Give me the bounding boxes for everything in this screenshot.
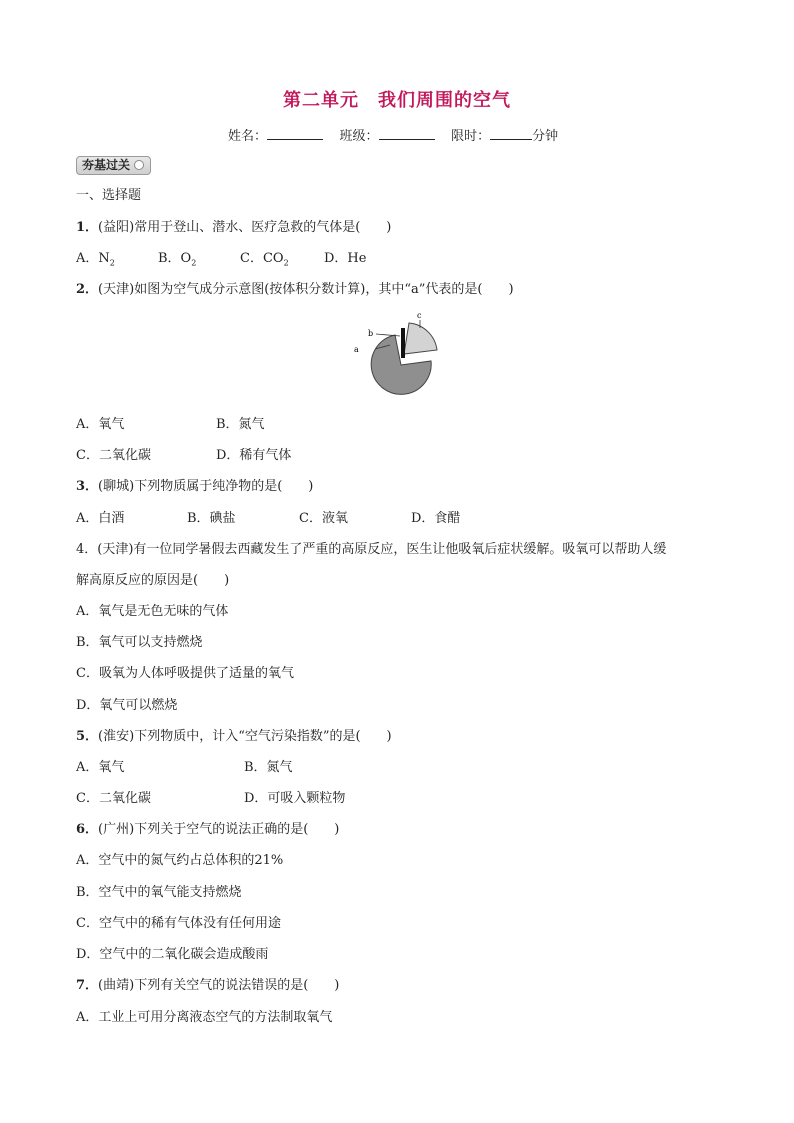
question-1-options [76, 251, 366, 272]
option-b[interactable]: B．氮气 [244, 760, 293, 775]
question-2-options-row1 [76, 417, 265, 433]
student-info-line [228, 125, 558, 144]
badge-arrow-icon [134, 160, 144, 170]
option-c[interactable]: C．$CO_2$ [240, 251, 289, 268]
option-d[interactable]: D．He [324, 251, 367, 266]
question-2-options-row2 [76, 448, 291, 464]
question-5-options-row2 [76, 791, 345, 807]
question-text: (淮安)下列物质中，计入“空气污染指数”的是( ) [98, 729, 392, 744]
leader-line-b [376, 334, 400, 336]
option-a[interactable]: A．$N_2$ [76, 251, 115, 268]
option-b[interactable]: B．氮气 [216, 417, 265, 432]
class-blank[interactable] [379, 127, 435, 140]
option-b[interactable]: B．氧气可以支持燃烧 [76, 635, 203, 650]
option-a[interactable]: A．氧气 [76, 417, 125, 432]
option-d[interactable]: D．空气中的二氧化碳会造成酸雨 [76, 947, 269, 962]
time-blank[interactable] [490, 127, 532, 140]
question-number: 6． [76, 822, 99, 837]
question-text: (天津)有一位同学暑假去西藏发生了严重的高原反应，医生让他吸氧后症状缓解。吸氧可以帮助人缓 [97, 542, 667, 557]
section-heading: 一、选择题 [76, 188, 142, 203]
question-4-line1 [76, 542, 666, 558]
option-b[interactable]: B．碘盐 [187, 511, 236, 526]
option-a[interactable]: A．氧气是无色无味的气体 [76, 604, 229, 619]
question-2 [76, 282, 514, 298]
name-label: 姓名： [228, 129, 268, 144]
time-label: 限时： [451, 129, 491, 144]
question-text: (聊城)下列物质属于纯净物的是( ) [98, 479, 314, 494]
question-7 [76, 978, 339, 994]
option-a[interactable]: A．空气中的氮气约占总体积的21% [76, 853, 284, 868]
question-3-options [76, 511, 460, 527]
question-5-options-row1 [76, 760, 293, 776]
page-title: 第二单元 我们周围的空气 [283, 90, 511, 111]
question-5 [76, 729, 392, 745]
name-blank[interactable] [267, 127, 323, 140]
option-b[interactable]: B．空气中的氧气能支持燃烧 [76, 885, 242, 900]
option-d[interactable]: D．氧气可以燃烧 [76, 698, 178, 713]
air-composition-pie-chart [352, 310, 442, 400]
question-6 [76, 822, 339, 838]
pie-slice-b [401, 328, 405, 358]
question-number: 1． [76, 220, 99, 235]
question-text: (曲靖)下列有关空气的说法错误的是( ) [98, 978, 340, 993]
badge-label: 夯基过关 [82, 158, 131, 172]
option-b[interactable]: B．$O_2$ [158, 251, 197, 268]
option-c[interactable]: C．吸氧为人体呼吸提供了适量的氧气 [76, 666, 294, 681]
time-unit: 分钟 [532, 129, 559, 144]
option-a[interactable]: A．白酒 [76, 511, 125, 526]
question-number: 3． [76, 479, 99, 494]
question-number: 7． [76, 978, 99, 993]
pie-label-a: a [354, 345, 359, 354]
option-d[interactable]: D．可吸入颗粒物 [244, 791, 346, 806]
question-4-line2: 解高原反应的原因是( ) [76, 573, 230, 588]
pie-label-b: b [368, 329, 374, 338]
pie-slice-c [404, 323, 437, 354]
question-1 [76, 220, 391, 236]
option-c[interactable]: C．二氧化碳 [76, 791, 151, 806]
option-d[interactable]: D．食醋 [411, 511, 461, 526]
question-number: 2． [76, 282, 99, 297]
section-badge [76, 156, 151, 175]
question-text: (广州)下列关于空气的说法正确的是( ) [98, 822, 340, 837]
question-number: 5． [76, 729, 99, 744]
option-c[interactable]: C．液氧 [299, 511, 348, 526]
question-text: (益阳)常用于登山、潜水、医疗急救的气体是( ) [98, 220, 392, 235]
pie-label-c: c [417, 311, 422, 320]
option-a[interactable]: A．工业上可用分离液态空气的方法制取氧气 [76, 1010, 333, 1025]
option-d[interactable]: D．稀有气体 [216, 448, 292, 463]
question-3 [76, 479, 313, 495]
question-number: 4． [76, 542, 98, 557]
question-text: (天津)如图为空气成分示意图(按体积分数计算)，其中“a”代表的是( ) [98, 282, 514, 297]
option-a[interactable]: A．氧气 [76, 760, 125, 775]
option-c[interactable]: C．空气中的稀有气体没有任何用途 [76, 916, 281, 931]
option-c[interactable]: C．二氧化碳 [76, 448, 151, 463]
class-label: 班级： [339, 129, 379, 144]
